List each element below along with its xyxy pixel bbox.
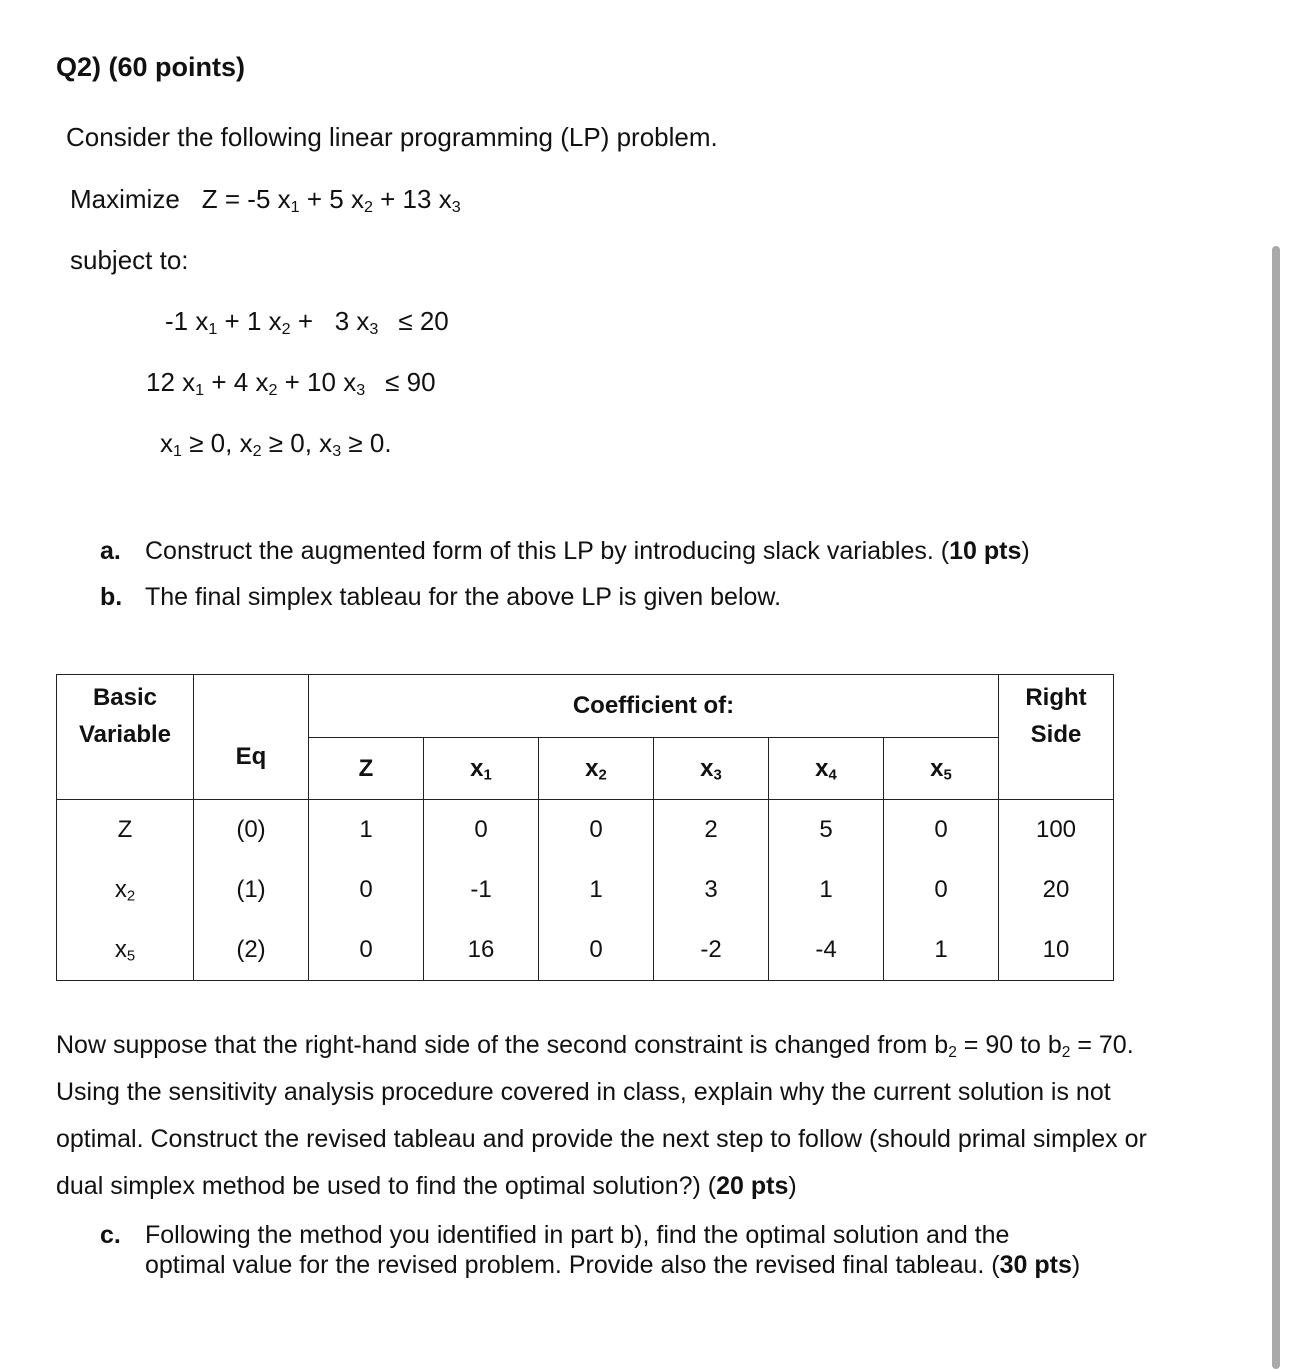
constraint-term: + 10 x <box>277 367 357 397</box>
cell-z: 0 <box>309 920 424 981</box>
cell-rhs: 20 <box>999 860 1114 920</box>
subscript: 3 <box>356 381 366 400</box>
header-basic-variable: Basic Variable <box>57 675 194 800</box>
constraint-relation: ≤ 20 <box>398 306 449 336</box>
question-title: Q2) (60 points) <box>56 52 246 82</box>
objective-label: Maximize <box>70 184 180 214</box>
cell-x5: 1 <box>884 920 999 981</box>
subscript: 3 <box>332 442 342 461</box>
constraint-1 <box>165 306 449 337</box>
cell-basic: $x_5$ <box>57 920 194 981</box>
col-x1: $x_1$ <box>424 738 539 800</box>
item-a-text: Construct the augmented form of this LP by introducing slack variables. ( <box>145 537 950 565</box>
col-x4: $x_4$ <box>769 738 884 800</box>
para-text: = 90 to b <box>956 1031 1062 1059</box>
item-a-points: 10 pts <box>949 537 1022 565</box>
subscript: 2 <box>363 198 373 217</box>
subscript: 1 <box>195 381 205 400</box>
cell-x3: 3 <box>654 860 769 920</box>
constraint-term: -1 x <box>165 306 209 336</box>
table-row <box>57 860 1114 920</box>
col-z: Z <box>309 738 424 800</box>
cell-x4: 5 <box>769 800 884 861</box>
cell-x1: 0 <box>424 800 539 861</box>
para-points: 20 pts <box>716 1172 789 1200</box>
cell-rhs: 10 <box>999 920 1114 981</box>
subject-to-label: subject to: <box>70 245 189 275</box>
item-b-label: b. <box>100 583 123 611</box>
item-c-line2: optimal value for the revised problem. Provide also the revised final tableau. ( <box>145 1251 1000 1279</box>
cell-x2: 1 <box>539 860 654 920</box>
cell-x1: -1 <box>424 860 539 920</box>
item-c <box>100 1220 1080 1280</box>
header-right-side: Right Side <box>999 675 1114 800</box>
cell-basic: Z <box>57 800 194 861</box>
constraint-term: + 3 x <box>290 306 370 336</box>
simplex-tableau <box>56 674 1114 981</box>
item-b-text: The final simplex tableau for the above LP is given below. <box>145 583 782 611</box>
cell-x5: 0 <box>884 800 999 861</box>
item-b <box>100 583 781 612</box>
constraint-relation: ≤ 90 <box>385 367 436 397</box>
cell-x1: 16 <box>424 920 539 981</box>
subscript: 2 <box>252 442 262 461</box>
objective-function <box>70 184 461 215</box>
cell-z: 1 <box>309 800 424 861</box>
col-x5: $x_5$ <box>884 738 999 800</box>
cell-x4: -4 <box>769 920 884 981</box>
sensitivity-paragraph <box>56 1022 1176 1210</box>
objective-term-2: + 5 x <box>299 184 364 214</box>
col-x3: $x_3$ <box>654 738 769 800</box>
constraint-term: 12 x <box>146 367 196 397</box>
vertical-scrollbar[interactable] <box>1272 246 1280 1369</box>
item-c-close: ) <box>1071 1251 1081 1279</box>
para-text: Now suppose that the right-hand side of the second constraint is changed from b <box>56 1031 949 1059</box>
constraint-term: + 4 x <box>204 367 269 397</box>
objective-term-1: Z = -5 x <box>201 184 291 214</box>
item-a-close: ) <box>1021 537 1030 565</box>
cell-x5: 0 <box>884 860 999 920</box>
constraint-term: + 1 x <box>217 306 282 336</box>
cell-eq: (1) <box>194 860 309 920</box>
cell-x3: 2 <box>654 800 769 861</box>
nonneg-term: ≥ 0, x <box>261 428 333 458</box>
objective-term-3: + 13 x <box>372 184 452 214</box>
intro-text: Consider the following linear programming (LP) problem. <box>66 122 718 152</box>
subscript: 2 <box>281 320 291 339</box>
subscript: 3 <box>369 320 379 339</box>
cell-rhs: 100 <box>999 800 1114 861</box>
table-row <box>57 800 1114 861</box>
cell-eq: (0) <box>194 800 309 861</box>
cell-basic: $x_2$ <box>57 860 194 920</box>
item-a <box>100 537 1030 566</box>
nonnegativity <box>160 428 392 459</box>
cell-eq: (2) <box>194 920 309 981</box>
subscript: 1 <box>173 442 182 461</box>
subscript: 1 <box>208 320 218 339</box>
cell-x3: -2 <box>654 920 769 981</box>
item-c-points: 30 pts <box>999 1251 1072 1279</box>
nonneg-term: ≥ 0, x <box>181 428 253 458</box>
nonneg-term: x <box>160 428 173 458</box>
subscript: 2 <box>268 381 278 400</box>
subscript: 2 <box>1061 1043 1071 1061</box>
table-row <box>57 920 1114 981</box>
item-a-label: a. <box>100 537 121 565</box>
subscript: 2 <box>948 1043 957 1061</box>
item-c-label: c. <box>100 1221 121 1249</box>
cell-x2: 0 <box>539 800 654 861</box>
item-c-line1: Following the method you identified in part b), find the optimal solution and the <box>145 1221 1010 1249</box>
header-coefficient: Coefficient of: <box>309 675 999 738</box>
constraint-2 <box>146 367 436 398</box>
para-text: = 70. Using the sensitivity analysis procedure covered in class, explain why the current solution is not optimal. Construct the revised tableau and provide the next step to follow (should primal simplex or dual simplex method be used to find the optimal solution?) ( <box>56 1031 1147 1200</box>
cell-x4: 1 <box>769 860 884 920</box>
subscript: 3 <box>451 198 461 217</box>
header-eq: Eq <box>194 675 309 800</box>
col-x2: $x_2$ <box>539 738 654 800</box>
cell-z: 0 <box>309 860 424 920</box>
nonneg-term: ≥ 0. <box>341 428 392 458</box>
cell-x2: 0 <box>539 920 654 981</box>
para-close: ) <box>788 1172 797 1200</box>
subscript: 1 <box>290 198 300 217</box>
